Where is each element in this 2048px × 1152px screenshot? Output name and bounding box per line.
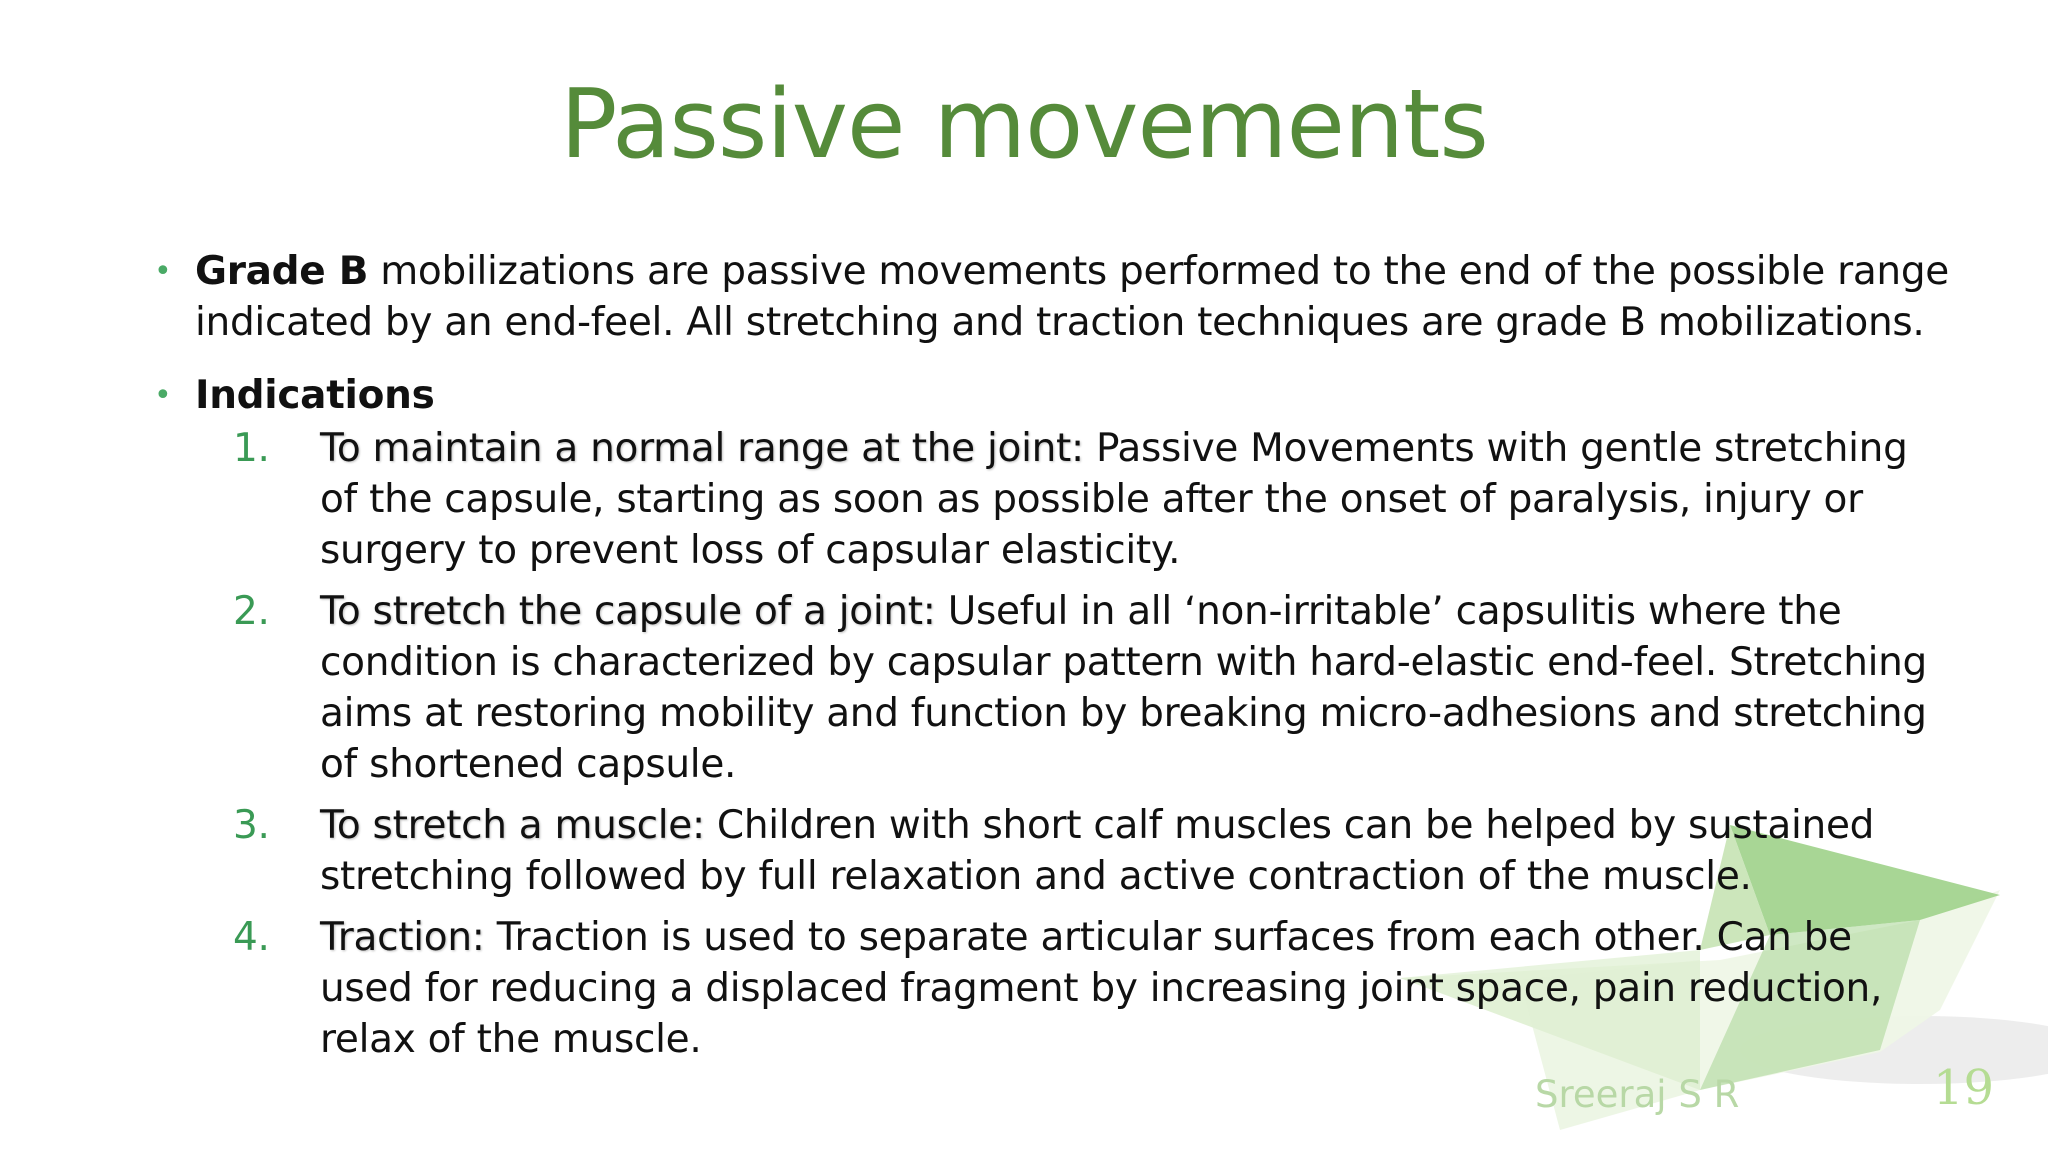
item-text: Children with short calf muscles can be helped by sustained stretching followed by full relaxation and active contraction of the muscle.	[320, 803, 1875, 899]
item-heading: To stretch the capsule of a joint:	[320, 589, 936, 634]
indications-list	[150, 423, 1950, 1065]
bullet-indications	[150, 370, 1950, 421]
list-item	[150, 800, 1950, 902]
bullet-bold-term: Indications	[195, 373, 435, 418]
page-number: 19	[1933, 1060, 1995, 1116]
bullet-dot-icon: •	[154, 378, 172, 413]
bullet-text: mobilizations are passive movements performed to the end of the possible range indicated by an end-feel. All stretching and traction techniques are grade B mobilizations.	[195, 249, 1949, 345]
bullet-dot-icon: •	[154, 254, 172, 289]
slide-content	[150, 246, 1950, 1075]
item-number: 1.	[233, 426, 270, 471]
item-text: Useful in all ‘non-irritable’ capsulitis where the condition is characterized by capsular pattern with hard-elastic end-feel. Stretching aims at restoring mobility and function by breaking micro-adhesions and stretching of shortened capsule.	[320, 589, 1928, 787]
item-text: Passive Movements with gentle stretching of the capsule, starting as soon as possible after the onset of paralysis, injury or surgery to prevent loss of capsular elasticity.	[320, 426, 1908, 573]
item-heading: Traction:	[320, 915, 485, 960]
item-heading: To maintain a normal range at the joint:	[320, 426, 1084, 471]
list-item	[150, 586, 1950, 790]
author-footer: Sreeraj S R	[1535, 1073, 1740, 1116]
item-heading: To stretch a muscle:	[320, 803, 705, 848]
list-item	[150, 912, 1950, 1065]
list-item	[150, 423, 1950, 576]
bullet-bold-term: Grade B	[195, 249, 369, 294]
item-number: 3.	[233, 803, 270, 848]
bullet-grade-b	[150, 246, 1950, 348]
item-text: Traction is used to separate articular surfaces from each other. Can be used for reducing a displaced fragment by increasing joint space, pain reduction, relax of the muscle.	[320, 915, 1883, 1062]
item-number: 4.	[233, 915, 270, 960]
item-number: 2.	[233, 589, 270, 634]
slide-title: Passive movements	[560, 70, 1488, 180]
